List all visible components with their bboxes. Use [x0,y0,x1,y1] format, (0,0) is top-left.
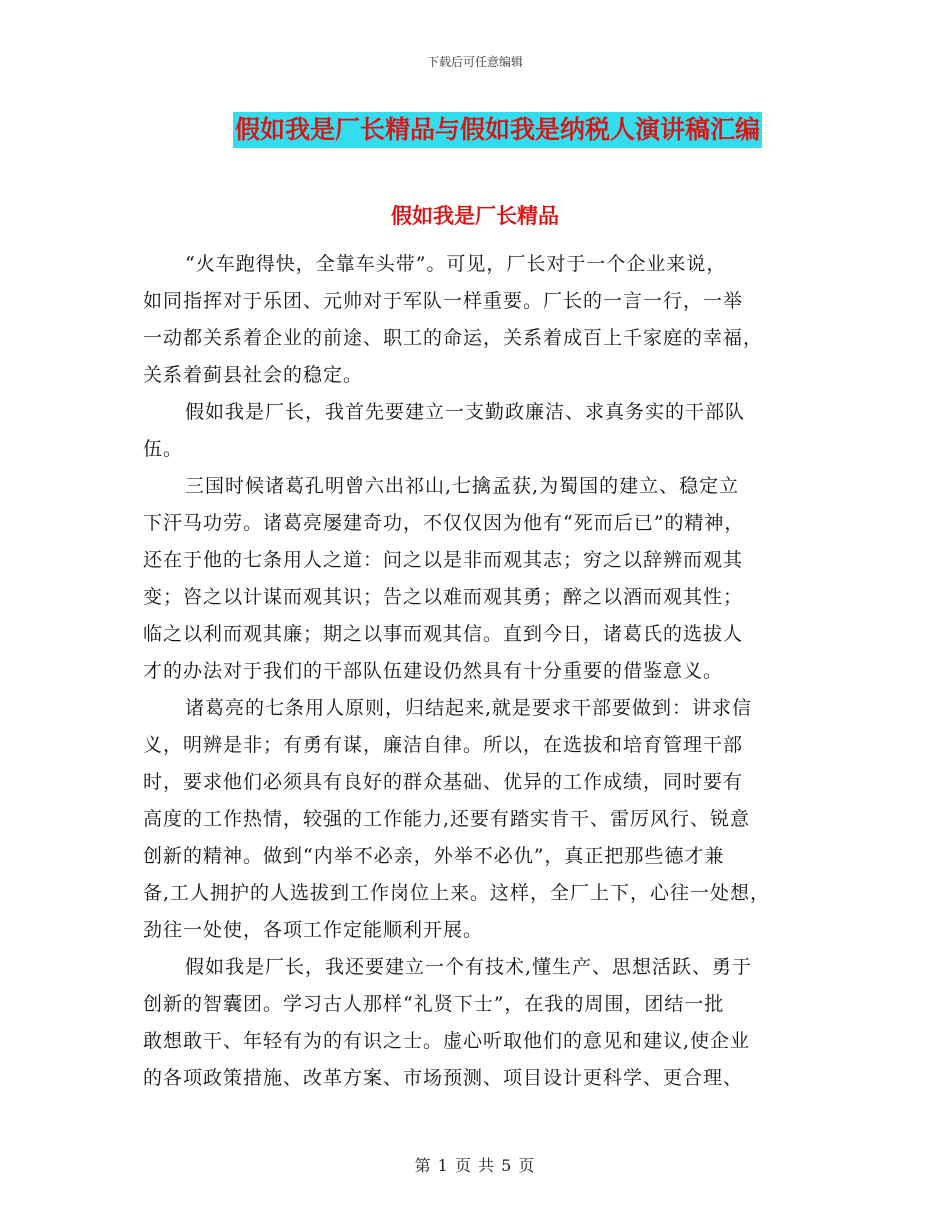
paragraph: “火车跑得快，全靠车头带”。可见，厂长对于一个企业来说， 如同指挥对于乐团、元帅对于军队一样重要。厂长的一言一行，一举 一动都关系着企业的前途、职工的命运，关系着成百上千家庭的幸福， 关系着蓟县社会的稳定。 [143,253,764,386]
section-title: 假如我是厂长精品 [391,204,559,228]
paragraph: 诸葛亮的七条用人原则，归结起来,就是要求干部要做到：讲求信 义，明辨是非；有勇有谋，廉洁自律。所以，在选拔和培育管理干部 时，要求他们必须具有良好的群众基础、优异的工作成绩，同时要有 高度的工作热情，较强的工作能力,还要有踏实肯干、雷厉风行、锐意 创新的精神。做到“内举不必亲，外举不必仇”，真正把那些德才兼 备,工人拥护的人选拔到工作岗位上来。这样，全厂上下，心往一处想， 劲往一处使，各项工作定能顺利开展。 [143,697,771,941]
document-title: 假如我是厂长精品与假如我是纳税人演讲稿汇编 [233,112,762,148]
paragraph: 假如我是厂长，我首先要建立一支勤政廉洁、求真务实的干部队 伍。 [143,401,746,460]
page-header-note: 下载后可任意编辑 [426,55,523,69]
paragraph: 假如我是厂长，我还要建立一个有技术,懂生产、思想活跃、勇于 创新的智囊团。学习古人那样“礼贤下士”，在我的周围，团结一批 敢想敢干、年轻有为的有识之士。虚心听取他们的意见和建议,使企业 的各项政策措施、改革方案、市场预测、项目设计更科学、更合理、 [143,956,753,1089]
paragraph: 三国时候诸葛孔明曾六出祁山,七擒孟获,为蜀国的建立、稳定立 下汗马功劳。诸葛亮屡建奇功，不仅仅因为他有“死而后已”的精神， 还在于他的七条用人之道：问之以是非而观其志；穷之以辞辨而观其 变；咨之以计谋而观其识；告之以难而观其勇；醉之以酒而观其性； 临之以利而观其廉；期之以事而观其信。直到今日，诸葛氏的选拔人 才的办法对于我们的干部队伍建设仍然具有十分重要的借鉴意义。 [143,475,745,682]
document-title-wrap [0,112,950,148]
document-body [143,246,813,1097]
page-number-footer: 第 1 页 共 5 页 [414,1156,536,1175]
